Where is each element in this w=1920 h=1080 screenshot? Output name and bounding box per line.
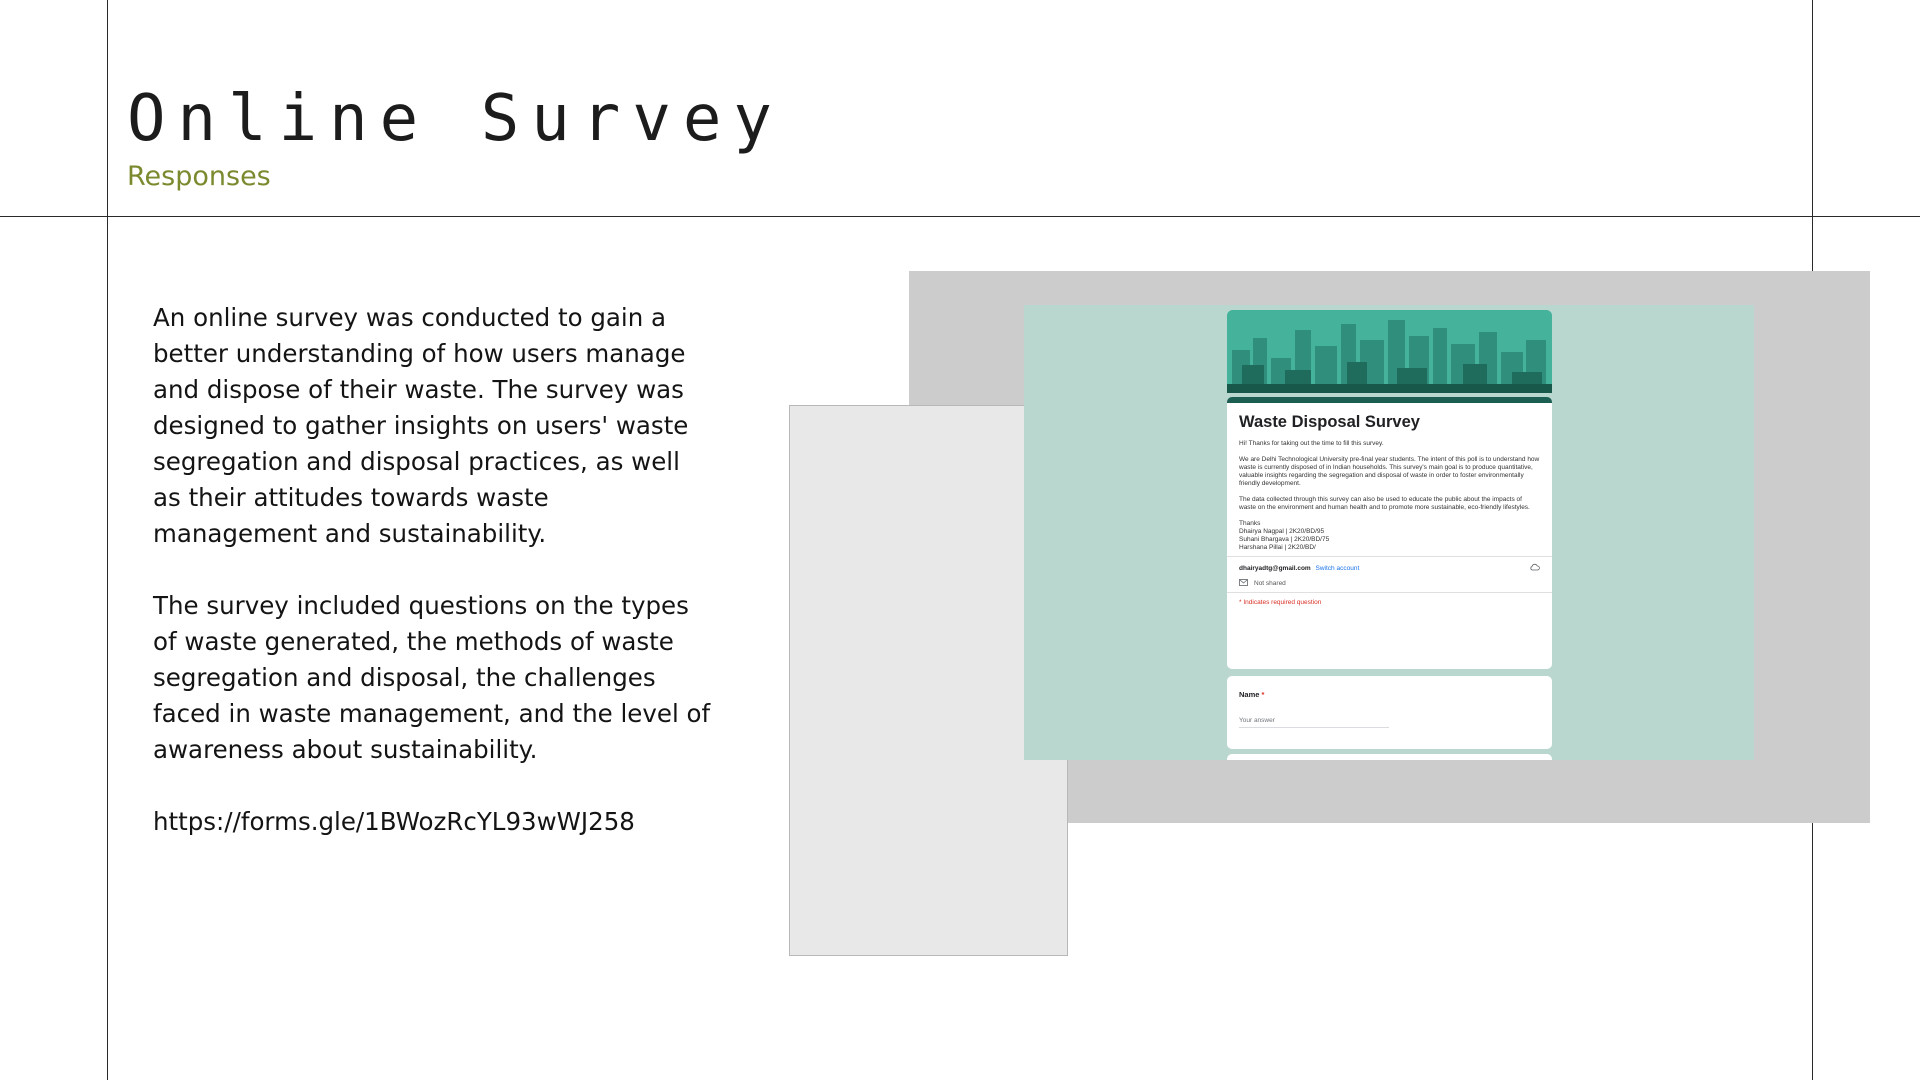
form-header-card — [1227, 397, 1552, 669]
form-thanks: Thanks — [1239, 520, 1261, 527]
form-title: Waste Disposal Survey — [1239, 413, 1420, 431]
paragraph-questions: The survey included questions on the types of waste generated, the methods of waste segregation and disposal, the challenges faced in waste management, and the level of awareness about sustainability. — [153, 591, 711, 764]
form-signatory: Harshana Pillai | 2K20/BD/ — [1239, 544, 1316, 551]
form-greeting: Hi! Thanks for taking out the time to fill this survey. — [1239, 440, 1384, 447]
form-intro: We are Delhi Technological University pre-final year students. The intent of this poll is to understand how waste is currently disposed of in Indian households. This survey's main goal is to produce quantitative, valuable insights regarding the segregation and disposal of waste in order to foster environmentally friendly development. — [1239, 456, 1540, 487]
survey-form-screenshot — [1024, 305, 1754, 760]
mail-icon — [1239, 579, 1248, 588]
name-answer-input[interactable]: Your answer — [1239, 717, 1389, 728]
form-data-note: The data collected through this survey can also be used to educate the public about the impacts of waste on the environment and human health and to promote more sustainable, eco-friendly lifestyles. — [1239, 496, 1530, 511]
city-skyline-illustration — [1227, 310, 1552, 393]
form-divider — [1227, 592, 1552, 593]
next-question-card — [1227, 754, 1552, 760]
name-question-card — [1227, 676, 1552, 749]
survey-link[interactable]: https://forms.gle/1BWozRcYL93wWJ258 — [153, 807, 635, 836]
header-divider-line — [0, 216, 1920, 217]
required-note: * Indicates required question — [1239, 599, 1322, 606]
account-row — [1239, 563, 1540, 573]
switch-account-link[interactable]: Switch account — [1315, 564, 1360, 572]
not-shared-row — [1239, 579, 1540, 588]
form-signatory: Dhairya Nagpal | 2K20/BD/95 — [1239, 528, 1325, 535]
body-text — [153, 300, 713, 840]
paragraph-intro: An online survey was conducted to gain a better understanding of how users manage and dispose of their waste. The survey was designed to gather insights on users' waste segregation and disposal practices, as well as their attitudes towards waste management and sustainability. — [153, 303, 689, 548]
left-vertical-line — [107, 0, 108, 1080]
not-shared-label: Not shared — [1254, 580, 1286, 587]
account-email: dhairyadtg@gmail.com — [1239, 564, 1311, 572]
name-question-label — [1239, 690, 1540, 699]
city-banner-image — [1227, 310, 1552, 393]
cloud-save-icon — [1530, 563, 1540, 573]
name-label-text: Name — [1239, 690, 1260, 699]
required-asterisk: * — [1261, 690, 1265, 699]
slide-subtitle: Responses — [127, 161, 271, 192]
form-signatory: Suhani Bhargava | 2K20/BD/75 — [1239, 536, 1330, 543]
form-description — [1239, 440, 1540, 552]
form-divider — [1227, 556, 1552, 557]
slide-title: Online Survey — [127, 82, 784, 156]
